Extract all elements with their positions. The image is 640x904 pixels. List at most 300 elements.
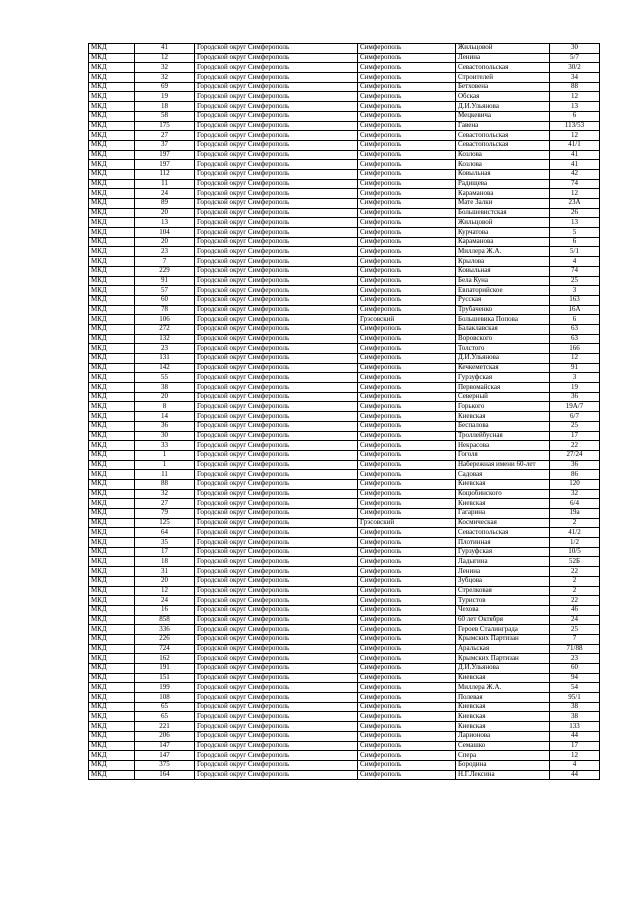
municipality-cell: Городской округ Симферополь [195, 567, 358, 577]
locality-cell: Симферополь [358, 73, 456, 83]
house-number-cell: 24 [550, 615, 600, 625]
street-cell: Космическая [456, 518, 550, 528]
municipality-cell: Городской округ Симферополь [195, 344, 358, 354]
table-row [89, 92, 600, 102]
municipality-cell: Городской округ Симферополь [195, 286, 358, 296]
table-body [89, 44, 600, 780]
building-type-cell: МКД [89, 741, 135, 751]
count-cell: 147 [135, 741, 195, 751]
building-type-cell: МКД [89, 276, 135, 286]
building-type-cell: МКД [89, 111, 135, 121]
house-number-cell: 23 [550, 654, 600, 664]
house-number-cell: 74 [550, 266, 600, 276]
municipality-cell: Городской округ Симферополь [195, 276, 358, 286]
house-number-cell: 3 [550, 373, 600, 383]
street-cell: Киевская [456, 712, 550, 722]
count-cell: 30 [135, 431, 195, 441]
house-number-cell: 63 [550, 334, 600, 344]
municipality-cell: Городской округ Симферополь [195, 208, 358, 218]
locality-cell: Симферополь [358, 344, 456, 354]
locality-cell: Симферополь [358, 218, 456, 228]
count-cell: 38 [135, 383, 195, 393]
building-type-cell: МКД [89, 44, 135, 54]
locality-cell: Симферополь [358, 615, 456, 625]
municipality-cell: Городской округ Симферополь [195, 625, 358, 635]
municipality-cell: Городской округ Симферополь [195, 489, 358, 499]
municipality-cell: Городской округ Симферополь [195, 450, 358, 460]
street-cell: Гурзуфская [456, 547, 550, 557]
municipality-cell: Городской округ Симферополь [195, 383, 358, 393]
building-type-cell: МКД [89, 344, 135, 354]
locality-cell: Грэсовский [358, 518, 456, 528]
house-number-cell: 7 [550, 634, 600, 644]
municipality-cell: Городской округ Симферополь [195, 615, 358, 625]
locality-cell: Симферополь [358, 392, 456, 402]
table-row [89, 499, 600, 509]
locality-cell: Симферополь [358, 131, 456, 141]
count-cell: 112 [135, 169, 195, 179]
table-row [89, 596, 600, 606]
street-cell: Киевская [456, 412, 550, 422]
locality-cell: Симферополь [358, 567, 456, 577]
table-row [89, 518, 600, 528]
table-row [89, 276, 600, 286]
table-row [89, 257, 600, 267]
locality-cell: Симферополь [358, 576, 456, 586]
house-number-cell: 5 [550, 228, 600, 238]
street-cell: Киевская [456, 702, 550, 712]
municipality-cell: Городской округ Симферополь [195, 441, 358, 451]
table-row [89, 538, 600, 548]
street-cell: Киевская [456, 499, 550, 509]
building-type-cell: МКД [89, 702, 135, 712]
table-row [89, 266, 600, 276]
building-type-cell: МКД [89, 237, 135, 247]
building-type-cell: МКД [89, 605, 135, 615]
street-cell: Большевистская [456, 208, 550, 218]
count-cell: 91 [135, 276, 195, 286]
count-cell: 32 [135, 63, 195, 73]
table-row [89, 547, 600, 557]
count-cell: 24 [135, 189, 195, 199]
building-type-cell: МКД [89, 63, 135, 73]
municipality-cell: Городской округ Симферополь [195, 547, 358, 557]
house-number-cell: 95/1 [550, 693, 600, 703]
municipality-cell: Городской округ Симферополь [195, 538, 358, 548]
count-cell: 32 [135, 73, 195, 83]
street-cell: Северный [456, 392, 550, 402]
table-row [89, 741, 600, 751]
count-cell: 20 [135, 392, 195, 402]
house-number-cell: 2 [550, 586, 600, 596]
locality-cell: Симферополь [358, 102, 456, 112]
table-row [89, 140, 600, 150]
locality-cell: Симферополь [358, 402, 456, 412]
municipality-cell: Городской округ Симферополь [195, 315, 358, 325]
house-number-cell: 38 [550, 712, 600, 722]
table-row [89, 489, 600, 499]
street-cell: Крымских Партизан [456, 654, 550, 664]
table-row [89, 169, 600, 179]
count-cell: 20 [135, 237, 195, 247]
count-cell: 11 [135, 470, 195, 480]
table-row [89, 576, 600, 586]
municipality-cell: Городской округ Симферополь [195, 654, 358, 664]
table-row [89, 121, 600, 131]
street-cell: Толстого [456, 344, 550, 354]
municipality-cell: Городской округ Симферополь [195, 479, 358, 489]
table-row [89, 441, 600, 451]
table-row [89, 683, 600, 693]
municipality-cell: Городской округ Симферополь [195, 731, 358, 741]
street-cell: Трубаченко [456, 305, 550, 315]
house-number-cell: 19А/7 [550, 402, 600, 412]
house-number-cell: 91 [550, 363, 600, 373]
locality-cell: Симферополь [358, 596, 456, 606]
building-type-cell: МКД [89, 518, 135, 528]
municipality-cell: Городской округ Симферополь [195, 557, 358, 567]
street-cell: Героев Сталинграда [456, 625, 550, 635]
table-row [89, 102, 600, 112]
municipality-cell: Городской округ Симферополь [195, 470, 358, 480]
count-cell: 147 [135, 751, 195, 761]
count-cell: 27 [135, 499, 195, 509]
count-cell: 69 [135, 82, 195, 92]
municipality-cell: Городской округ Симферополь [195, 421, 358, 431]
street-cell: Мецкевича [456, 111, 550, 121]
house-number-cell: 23А [550, 199, 600, 209]
locality-cell: Симферополь [358, 169, 456, 179]
locality-cell: Симферополь [358, 121, 456, 131]
locality-cell: Симферополь [358, 92, 456, 102]
house-number-cell: 17 [550, 741, 600, 751]
locality-cell: Симферополь [358, 605, 456, 615]
street-cell: Жильцовой [456, 44, 550, 54]
building-type-cell: МКД [89, 102, 135, 112]
house-number-cell: 4 [550, 257, 600, 267]
count-cell: 104 [135, 228, 195, 238]
count-cell: 14 [135, 412, 195, 422]
building-type-cell: МКД [89, 383, 135, 393]
count-cell: 175 [135, 121, 195, 131]
street-cell: Садовая [456, 470, 550, 480]
table-row [89, 479, 600, 489]
locality-cell: Симферополь [358, 731, 456, 741]
building-type-cell: МКД [89, 538, 135, 548]
building-type-cell: МКД [89, 247, 135, 257]
municipality-cell: Городской округ Симферополь [195, 199, 358, 209]
building-type-cell: МКД [89, 509, 135, 519]
count-cell: 336 [135, 625, 195, 635]
table-row [89, 53, 600, 63]
table-row [89, 770, 600, 780]
house-number-cell: 6 [550, 111, 600, 121]
municipality-cell: Городской округ Симферополь [195, 373, 358, 383]
street-cell: Гагарина [456, 509, 550, 519]
count-cell: 7 [135, 257, 195, 267]
house-number-cell: 88 [550, 82, 600, 92]
house-number-cell: 41 [550, 150, 600, 160]
count-cell: 24 [135, 596, 195, 606]
street-cell: Севастопольская [456, 140, 550, 150]
municipality-cell: Городской округ Симферополь [195, 82, 358, 92]
municipality-cell: Городской округ Симферополь [195, 693, 358, 703]
house-number-cell: 25 [550, 276, 600, 286]
table-row [89, 111, 600, 121]
housing-table [88, 43, 600, 780]
count-cell: 16 [135, 605, 195, 615]
street-cell: Воровского [456, 334, 550, 344]
house-number-cell: 86 [550, 470, 600, 480]
street-cell: 60 лет Октября [456, 615, 550, 625]
street-cell: Гавена [456, 121, 550, 131]
table-row [89, 82, 600, 92]
municipality-cell: Городской округ Симферополь [195, 392, 358, 402]
locality-cell: Симферополь [358, 499, 456, 509]
building-type-cell: МКД [89, 683, 135, 693]
house-number-cell: 2 [550, 576, 600, 586]
municipality-cell: Городской округ Симферополь [195, 228, 358, 238]
locality-cell: Симферополь [358, 693, 456, 703]
building-type-cell: МКД [89, 324, 135, 334]
municipality-cell: Городской округ Симферополь [195, 509, 358, 519]
table-row [89, 702, 600, 712]
street-cell: Киевская [456, 673, 550, 683]
building-type-cell: МКД [89, 673, 135, 683]
house-number-cell: 6 [550, 315, 600, 325]
locality-cell: Симферополь [358, 751, 456, 761]
building-type-cell: МКД [89, 441, 135, 451]
building-type-cell: МКД [89, 431, 135, 441]
street-cell: Горького [456, 402, 550, 412]
count-cell: 55 [135, 373, 195, 383]
municipality-cell: Городской округ Симферополь [195, 121, 358, 131]
locality-cell: Симферополь [358, 722, 456, 732]
locality-cell: Симферополь [358, 237, 456, 247]
building-type-cell: МКД [89, 770, 135, 780]
table-row [89, 344, 600, 354]
street-cell: Курчатова [456, 228, 550, 238]
house-number-cell: 113/53 [550, 121, 600, 131]
building-type-cell: МКД [89, 654, 135, 664]
building-type-cell: МКД [89, 53, 135, 63]
street-cell: Ленина [456, 53, 550, 63]
table-row [89, 664, 600, 674]
municipality-cell: Городской округ Симферополь [195, 189, 358, 199]
street-cell: Аральская [456, 644, 550, 654]
house-number-cell: 30/2 [550, 63, 600, 73]
street-cell: Д.И.Ульянова [456, 664, 550, 674]
count-cell: 12 [135, 53, 195, 63]
street-cell: Чехова [456, 605, 550, 615]
count-cell: 106 [135, 315, 195, 325]
locality-cell: Симферополь [358, 53, 456, 63]
municipality-cell: Городской округ Симферополь [195, 53, 358, 63]
municipality-cell: Городской округ Симферополь [195, 218, 358, 228]
building-type-cell: МКД [89, 305, 135, 315]
street-cell: Полевая [456, 693, 550, 703]
house-number-cell: 163 [550, 295, 600, 305]
street-cell: Набережная имени 60-лет [456, 460, 550, 470]
table-row [89, 228, 600, 238]
table-row [89, 722, 600, 732]
locality-cell: Симферополь [358, 489, 456, 499]
street-cell: Стрелковая [456, 586, 550, 596]
house-number-cell: 12 [550, 189, 600, 199]
street-cell: Беспалова [456, 421, 550, 431]
locality-cell: Симферополь [358, 266, 456, 276]
count-cell: 18 [135, 557, 195, 567]
street-cell: Киевская [456, 479, 550, 489]
count-cell: 272 [135, 324, 195, 334]
house-number-cell: 54 [550, 683, 600, 693]
street-cell: Туристов [456, 596, 550, 606]
house-number-cell: 120 [550, 479, 600, 489]
house-number-cell: 19 [550, 383, 600, 393]
locality-cell: Симферополь [358, 334, 456, 344]
house-number-cell: 5/1 [550, 247, 600, 257]
municipality-cell: Городской округ Симферополь [195, 334, 358, 344]
building-type-cell: МКД [89, 470, 135, 480]
locality-cell: Симферополь [358, 140, 456, 150]
house-number-cell: 38 [550, 702, 600, 712]
building-type-cell: МКД [89, 82, 135, 92]
table-row [89, 586, 600, 596]
count-cell: 131 [135, 354, 195, 364]
street-cell: Большевика Попова [456, 315, 550, 325]
house-number-cell: 22 [550, 441, 600, 451]
locality-cell: Симферополь [358, 383, 456, 393]
count-cell: 36 [135, 421, 195, 431]
count-cell: 197 [135, 160, 195, 170]
locality-cell: Симферополь [358, 673, 456, 683]
table-row [89, 509, 600, 519]
locality-cell: Симферополь [358, 44, 456, 54]
table-row [89, 693, 600, 703]
count-cell: 132 [135, 334, 195, 344]
count-cell: 64 [135, 528, 195, 538]
house-number-cell: 6/4 [550, 499, 600, 509]
table-row [89, 450, 600, 460]
street-cell: Ковыльная [456, 266, 550, 276]
count-cell: 226 [135, 634, 195, 644]
municipality-cell: Городской округ Симферополь [195, 751, 358, 761]
count-cell: 108 [135, 693, 195, 703]
locality-cell: Симферополь [358, 286, 456, 296]
table-row [89, 431, 600, 441]
street-cell: Караманова [456, 237, 550, 247]
locality-cell: Симферополь [358, 295, 456, 305]
street-cell: Балаклавская [456, 324, 550, 334]
locality-cell: Симферополь [358, 431, 456, 441]
table-row [89, 150, 600, 160]
house-number-cell: 41/1 [550, 140, 600, 150]
street-cell: Зубцова [456, 576, 550, 586]
locality-cell: Симферополь [358, 450, 456, 460]
building-type-cell: МКД [89, 73, 135, 83]
count-cell: 20 [135, 208, 195, 218]
locality-cell: Симферополь [358, 712, 456, 722]
count-cell: 858 [135, 615, 195, 625]
street-cell: Кечкеметская [456, 363, 550, 373]
municipality-cell: Городской округ Симферополь [195, 499, 358, 509]
street-cell: Первомайская [456, 383, 550, 393]
building-type-cell: МКД [89, 722, 135, 732]
locality-cell: Симферополь [358, 160, 456, 170]
count-cell: 13 [135, 218, 195, 228]
locality-cell: Симферополь [358, 150, 456, 160]
municipality-cell: Городской округ Симферополь [195, 760, 358, 770]
building-type-cell: МКД [89, 131, 135, 141]
street-cell: Радищева [456, 179, 550, 189]
municipality-cell: Городской округ Симферополь [195, 634, 358, 644]
street-cell: Семашко [456, 741, 550, 751]
locality-cell: Симферополь [358, 625, 456, 635]
table-row [89, 373, 600, 383]
building-type-cell: МКД [89, 760, 135, 770]
building-type-cell: МКД [89, 421, 135, 431]
count-cell: 58 [135, 111, 195, 121]
count-cell: 125 [135, 518, 195, 528]
street-cell: Караманова [456, 189, 550, 199]
building-type-cell: МКД [89, 625, 135, 635]
locality-cell: Симферополь [358, 557, 456, 567]
street-cell: Миллера Ж.А. [456, 683, 550, 693]
locality-cell: Симферополь [358, 509, 456, 519]
house-number-cell: 41/2 [550, 528, 600, 538]
count-cell: 27 [135, 131, 195, 141]
locality-cell: Симферополь [358, 363, 456, 373]
street-cell: Русская [456, 295, 550, 305]
municipality-cell: Городской округ Симферополь [195, 131, 358, 141]
table-row [89, 354, 600, 364]
table-row [89, 625, 600, 635]
locality-cell: Симферополь [358, 770, 456, 780]
house-number-cell: 166 [550, 344, 600, 354]
table-row [89, 199, 600, 209]
house-number-cell: 2 [550, 518, 600, 528]
building-type-cell: МКД [89, 363, 135, 373]
table-row [89, 470, 600, 480]
locality-cell: Симферополь [358, 441, 456, 451]
municipality-cell: Городской округ Симферополь [195, 150, 358, 160]
count-cell: 60 [135, 295, 195, 305]
house-number-cell: 41 [550, 160, 600, 170]
street-cell: Миллера Ж.А. [456, 247, 550, 257]
count-cell: 88 [135, 479, 195, 489]
table-row [89, 402, 600, 412]
count-cell: 33 [135, 441, 195, 451]
locality-cell: Симферополь [358, 354, 456, 364]
house-number-cell: 13 [550, 102, 600, 112]
count-cell: 229 [135, 266, 195, 276]
locality-cell: Симферополь [358, 179, 456, 189]
municipality-cell: Городской округ Симферополь [195, 92, 358, 102]
municipality-cell: Городской округ Симферополь [195, 460, 358, 470]
count-cell: 197 [135, 150, 195, 160]
building-type-cell: МКД [89, 257, 135, 267]
municipality-cell: Городской округ Симферополь [195, 169, 358, 179]
locality-cell: Симферополь [358, 63, 456, 73]
building-type-cell: МКД [89, 392, 135, 402]
locality-cell: Симферополь [358, 111, 456, 121]
building-type-cell: МКД [89, 596, 135, 606]
building-type-cell: МКД [89, 586, 135, 596]
building-type-cell: МКД [89, 373, 135, 383]
street-cell: Севастопольская [456, 131, 550, 141]
count-cell: 37 [135, 140, 195, 150]
table-row [89, 324, 600, 334]
